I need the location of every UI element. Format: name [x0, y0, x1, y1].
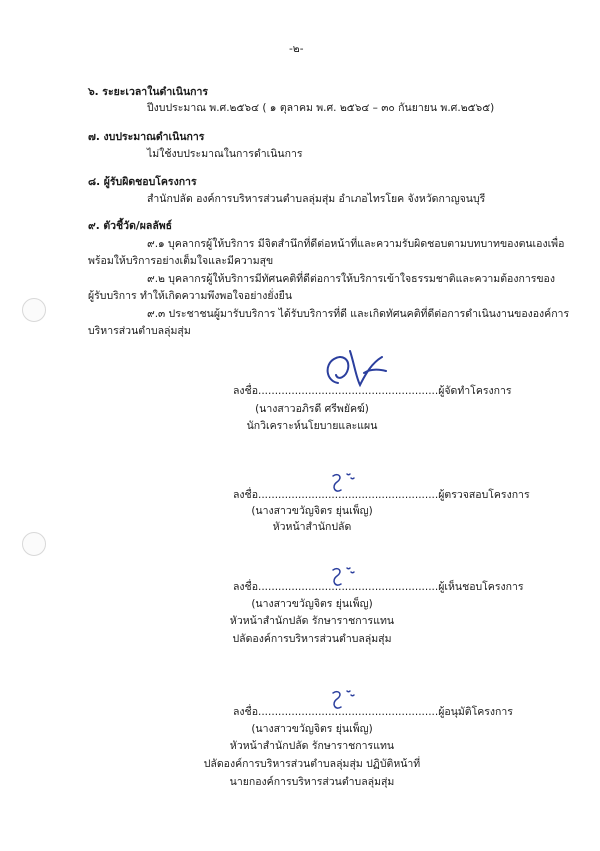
signature-dots: ......................................................: [258, 489, 439, 501]
punch-hole: [22, 298, 46, 322]
section-period-text: ปีงบประมาณ พ.ศ.๒๕๖๔ ( ๑ ตุลาคม พ.ศ. ๒๕๖๔ – ๓๐ กันยายน พ.ศ.๒๕๖๕): [147, 102, 495, 114]
section-responsible-heading: ๘. ผู้รับผิดชอบโครงการ: [88, 176, 197, 188]
signer-3-title-2: ปลัดองค์การบริหารส่วนตำบลลุ่มสุ่ม: [232, 633, 392, 645]
signature-role: ผู้จัดทำโครงการ: [438, 385, 512, 397]
signature-dots: ......................................................: [258, 581, 439, 593]
signature-3-line: [233, 578, 524, 595]
sign-label: ลงชื่อ: [233, 706, 258, 718]
signer-4-title: หัวหน้าสำนักปลัด รักษาราชการแทน: [229, 740, 395, 752]
page-number: -๒-: [289, 43, 304, 55]
signer-3-name: (นางสาวขวัญจิตร ยุ่นเพ็ญ): [251, 598, 373, 610]
punch-hole: [22, 532, 46, 556]
indicator-2-line1: ๙.๒ บุคลากรผู้ให้บริการมีทัศนคติที่ดีต่อการให้บริการเข้าใจธรรมชาติและความต้องการของ: [147, 273, 555, 285]
signer-1-name: (นางสาวอภิรดี ศรีพยัคฆ์): [255, 403, 369, 415]
signer-4-title-3: นายกองค์การบริหารส่วนตำบลลุ่มสุ่ม: [229, 776, 395, 788]
indicator-2-line2: ผู้รับบริการ ทำให้เกิดความพึงพอใจอย่างยั่งยืน: [88, 290, 293, 302]
sign-label: ลงชื่อ: [233, 489, 258, 501]
indicator-1-line1: ๙.๑ บุคลากรผู้ให้บริการ มีจิตสำนึกที่ดีต่อหน้าที่และความรับผิดชอบตามบทบาทของตนเองเพื่อ: [147, 238, 565, 250]
indicator-1-line2: พร้อมให้บริการอย่างเต็มใจและมีความสุข: [88, 255, 274, 267]
sign-label: ลงชื่อ: [233, 385, 258, 397]
signature-4-line: [233, 703, 513, 720]
signature-role: ผู้เห็นชอบโครงการ: [438, 581, 524, 593]
signer-3-title: หัวหน้าสำนักปลัด รักษาราชการแทน: [229, 615, 395, 627]
signature-2-line: [233, 486, 530, 503]
section-budget-text: ไม่ใช้งบประมาณในการดำเนินการ: [147, 148, 303, 160]
section-indicators-heading: ๙. ตัวชี้วัด/ผลลัพธ์: [88, 220, 173, 232]
signer-4-title-2: ปลัดองค์การบริหารส่วนตำบลลุ่มสุ่ม ปฏิบัติหน้าที่: [203, 758, 421, 770]
signature-role: ผู้ตรวจสอบโครงการ: [438, 489, 530, 501]
signer-2-title: หัวหน้าสำนักปลัด: [272, 521, 352, 533]
signer-2-name: (นางสาวขวัญจิตร ยุ่นเพ็ญ): [251, 505, 373, 517]
section-budget-heading: ๗. งบประมาณดำเนินการ: [88, 131, 205, 143]
signature-1-line: [233, 382, 512, 399]
section-period-heading: ๖. ระยะเวลาในดำเนินการ: [88, 86, 209, 98]
signature-dots: ......................................................: [258, 385, 439, 397]
sign-label: ลงชื่อ: [233, 581, 258, 593]
section-responsible-text: สำนักปลัด องค์การบริหารส่วนตำบลลุ่มสุ่ม อำเภอไทรโยค จังหวัดกาญจนบุรี: [147, 193, 486, 205]
signature-role: ผู้อนุมัติโครงการ: [438, 706, 513, 718]
signature-dots: ......................................................: [258, 706, 439, 718]
signer-4-name: (นางสาวขวัญจิตร ยุ่นเพ็ญ): [251, 723, 373, 735]
signer-1-title: นักวิเคราะห์นโยบายและแผน: [246, 420, 378, 432]
indicator-3-line2: บริหารส่วนตำบลลุ่มสุ่ม: [88, 325, 191, 337]
indicator-3-line1: ๙.๓ ประชาชนผู้มารับบริการ ได้รับบริการที่ดี และเกิดทัศนคติที่ดีต่อการดำเนินงานขององค์การ: [147, 308, 570, 320]
